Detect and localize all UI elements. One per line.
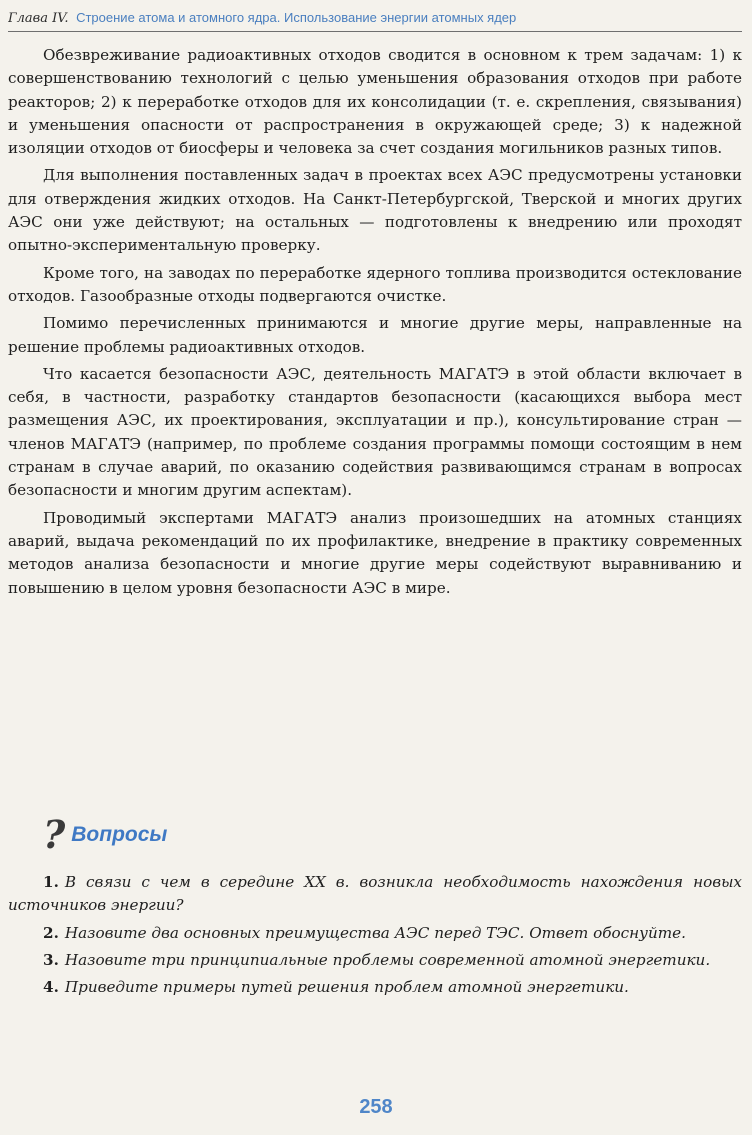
questions-title: Вопросы — [71, 823, 168, 846]
paragraph: Что касается безопасности АЭС, деятельность МАГАТЭ в этой области включает в себя, в частности, разработку стандартов безопасности (касающихся выбора мест размещения АЭС, их проектирования, эксплуатации и пр.), консультирование стран — членов МАГАТЭ (например, по проблеме создания программы помощи состоящим в нем странам в случае аварий, по оказанию содействия развивающимся странам в вопросах безопасности и многим другим аспектам). — [8, 364, 742, 500]
header-divider — [8, 31, 742, 32]
questions-list — [8, 871, 742, 1003]
question-mark-icon: ? — [43, 812, 66, 857]
question-number: 4. — [43, 978, 59, 997]
question-text: Приведите примеры путей решения проблем атомной энергетики. — [64, 978, 629, 997]
question-number: 3. — [43, 950, 59, 969]
page-number: 258 — [359, 1096, 393, 1118]
question-item — [8, 871, 742, 918]
main-text — [8, 44, 742, 604]
question-item — [8, 976, 742, 999]
running-head — [8, 9, 744, 31]
paragraph: Проводимый экспертами МАГАТЭ анализ произошедших на атомных станциях аварий, выдача рекомендаций по их профилактике, внедрение в практику современных методов анализа безопасности и многие другие меры содействуют выравниванию и повышению в целом уровня безопасности АЭС в мире. — [8, 508, 742, 597]
question-number: 1. — [43, 873, 59, 891]
questions-heading — [43, 812, 168, 857]
question-item — [8, 922, 742, 945]
paragraph: Кроме того, на заводах по переработке ядерного топлива производится остеклование отходов. Газообразные отходы подвергаются очистке. — [8, 263, 742, 305]
paragraph: Обезвреживание радиоактивных отходов сводится в основном к трем задачам: 1) к совершенствованию технологий с целью уменьшения образования отходов при работе реакторов; 2) к переработке отходов для их консолидации (т. е. скрепления, связывания) и уменьшения опасности от распространения в окружающей среде; 3) к надежной изоляции отходов от биосферы и человека за счет создания могильников разных типов. — [8, 46, 742, 158]
paragraph: Для выполнения поставленных задач в проектах всех АЭС предусмотрены установки для отверждения жидких отходов. На Санкт-Петербургской, Тверской и многих других АЭС они уже действуют; на остальных — подготовлены к внедрению или проходят опытно-экспериментальную проверку. — [8, 166, 742, 255]
question-text: Назовите два основных преимущества АЭС перед ТЭС. Ответ обоснуйте. — [64, 923, 686, 942]
question-text: Назовите три принципиальные проблемы современной атомной энергетики. — [64, 950, 711, 969]
question-number: 2. — [43, 923, 59, 942]
question-item — [8, 949, 742, 972]
question-text: В связи с чем в середине XX в. возникла необходимость нахождения новых источников энергии? — [8, 873, 742, 915]
chapter-title: Строение атома и атомного ядра. Использование энергии атомных ядер — [76, 10, 517, 25]
paragraph: Помимо перечисленных принимаются и многие другие меры, направленные на решение проблемы радиоактивных отходов. — [8, 314, 742, 356]
chapter-label: Глава IV. — [8, 11, 69, 26]
